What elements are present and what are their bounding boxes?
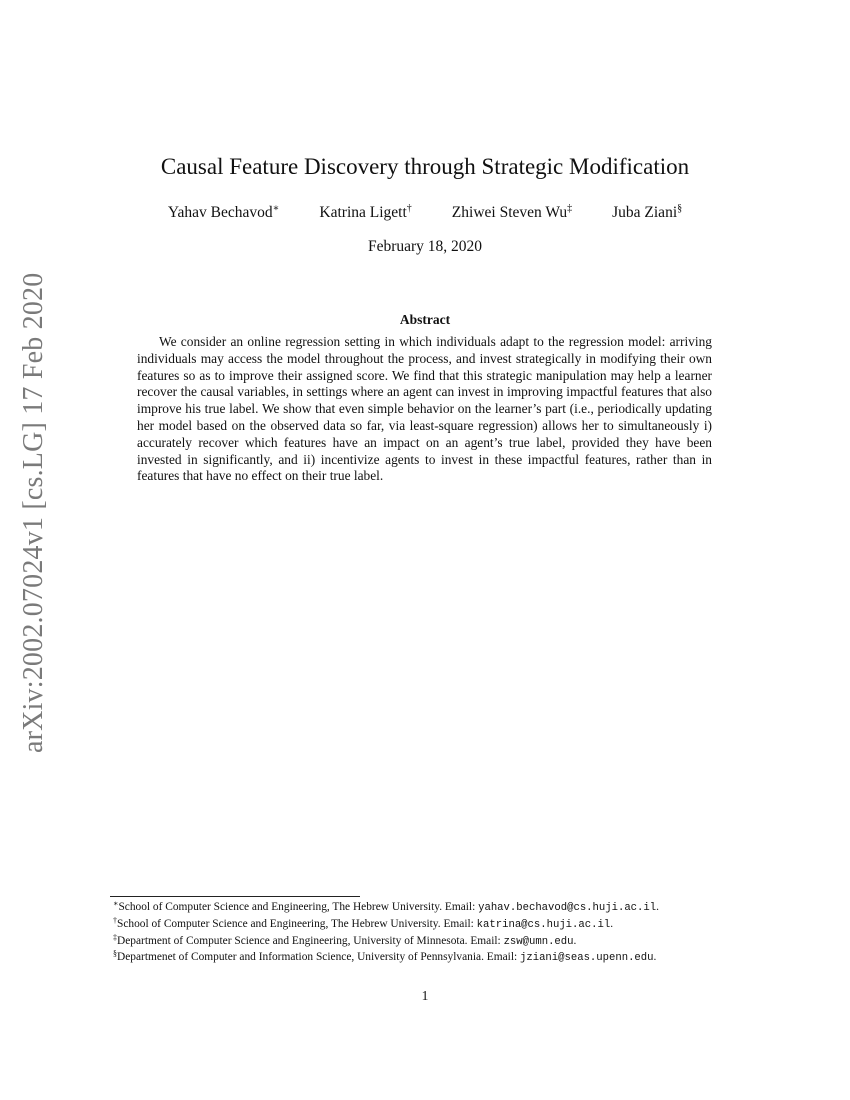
footnote-1 bbox=[113, 900, 763, 917]
footnote-end: . bbox=[573, 934, 577, 947]
footnote-2 bbox=[113, 917, 763, 934]
page-number: 1 bbox=[421, 988, 429, 1003]
footnote-mark: ‡ bbox=[113, 932, 117, 942]
footnote-3 bbox=[113, 934, 763, 951]
footnote-mark: † bbox=[113, 915, 117, 925]
footnote-mark: ‡ bbox=[567, 203, 573, 214]
footnote-mark: § bbox=[113, 949, 117, 959]
footnote-affiliation: School of Computer Science and Engineering, The Hebrew University. Email: bbox=[117, 917, 477, 930]
footnote-email: jziani@seas.upenn.edu bbox=[520, 952, 654, 965]
footnote-end: . bbox=[653, 951, 657, 964]
footnote-email: zsw@umn.edu bbox=[503, 935, 574, 948]
footnote-email: katrina@cs.huji.ac.il bbox=[476, 918, 611, 931]
footnote-email: yahav.bechavod@cs.huji.ac.il bbox=[478, 902, 657, 914]
footnote-4 bbox=[113, 950, 763, 967]
footnote-mark: ∗ bbox=[113, 899, 119, 908]
footnote-affiliation: School of Computer Science and Engineering, The Hebrew University. Email: bbox=[118, 901, 479, 913]
footnote-affiliation: Departmenet of Computer and Information Science, University of Pennsylvania. Email: bbox=[117, 951, 520, 964]
author-name: Katrina Ligett bbox=[319, 204, 407, 221]
footnotes bbox=[113, 900, 763, 967]
abstract-text: We consider an online regression setting in which individuals adapt to the regression model: arriving individuals may access the model throughout the process, and invest strategically in modifying their own features so as to improve their assigned score. We find that this strategic manipulation may help a learner recover the causal variables, in settings where an agent can invest in improving impactful features that also improve his true label. We show that even simple behavior on the learner’s part (i.e., periodically updating her model based on the observed data so far, via least-square regression) allows her to simultaneously i) accurately recover which features have an impact on an agent’s true label, provided they have been invested in significantly, and ii) incentivize agents to invest in these impactful features, rather than in features that have no effect on their true label. bbox=[137, 334, 712, 484]
arxiv-stamp-text: arXiv:2002.07024v1 [cs.LG] 17 Feb 2020 bbox=[18, 272, 49, 753]
paper-title: Causal Feature Discovery through Strategic Modification bbox=[160, 154, 690, 179]
publication-date: February 18, 2020 bbox=[367, 238, 483, 255]
author-4 bbox=[612, 203, 682, 223]
footnote-mark: † bbox=[406, 203, 412, 214]
footnote-affiliation: Department of Computer Science and Engineering, University of Minnesota. Email: bbox=[117, 934, 504, 947]
footnote-end: . bbox=[656, 901, 659, 913]
author-name: Zhiwei Steven Wu bbox=[451, 204, 568, 221]
arxiv-identifier-stamp bbox=[15, 265, 53, 755]
footnote-end: . bbox=[610, 917, 614, 930]
abstract-heading: Abstract bbox=[399, 312, 451, 327]
author-list bbox=[100, 203, 750, 223]
author-name: Yahav Bechavod bbox=[167, 204, 273, 221]
footnote-divider bbox=[110, 896, 360, 897]
author-3 bbox=[452, 203, 572, 223]
author-1 bbox=[168, 203, 280, 223]
footnote-mark: ∗ bbox=[272, 203, 280, 214]
author-name: Juba Ziani bbox=[612, 204, 678, 221]
footnote-mark: § bbox=[677, 203, 683, 214]
author-2 bbox=[319, 203, 411, 223]
